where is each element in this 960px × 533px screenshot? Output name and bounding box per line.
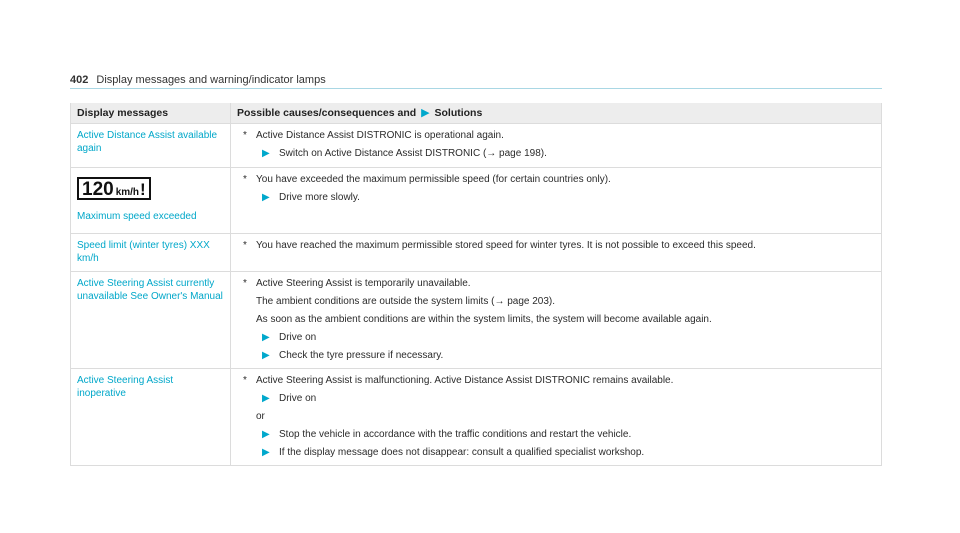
action-step: [237, 331, 875, 344]
display-message-text: Maximum speed exceeded: [77, 211, 197, 222]
page-header-title: Display messages and warning/indicator lamps: [96, 74, 326, 86]
column-header-prefix: Possible causes/consequences and: [237, 106, 417, 119]
cause-text: Active Steering Assist is temporarily unavailable.: [256, 278, 471, 289]
display-message-text: Speed limit (winter tyres) XXX km/h: [77, 240, 210, 264]
footnote-marker: *: [243, 130, 247, 141]
action-text: Stop the vehicle in accordance with the traffic conditions and restart the vehicle.: [279, 429, 632, 440]
footnote-marker: *: [243, 240, 247, 251]
explanation-line: As soon as the ambient conditions are within the system limits, the system will become available again.: [256, 314, 712, 325]
page-number: 402: [70, 74, 89, 86]
page-header: [70, 73, 882, 89]
action-text: Drive more slowly.: [279, 192, 360, 203]
cause-text: You have exceeded the maximum permissible speed (for certain countries only).: [256, 174, 611, 185]
action-text: Drive on: [279, 393, 317, 404]
cause-line: [237, 239, 875, 252]
speed-sign-unit: km/h: [115, 187, 140, 198]
action-text: If the display message does not disappear: consult a qualified specialist workshop.: [279, 447, 645, 458]
action-text: Check the tyre pressure if necessary.: [279, 350, 444, 361]
causes-solutions-cell: [231, 369, 882, 466]
explanation-line: The ambient conditions are outside the system limits (→ page 203).: [256, 296, 556, 307]
play-arrow-icon: ▶: [421, 106, 430, 119]
table-row: [71, 234, 882, 272]
footnote-marker: *: [243, 278, 247, 289]
action-step: [237, 191, 875, 204]
display-message-cell: [71, 168, 231, 234]
play-arrow-icon: ▶: [262, 350, 270, 361]
speed-limit-sign-icon: [77, 177, 151, 200]
play-arrow-icon: ▶: [262, 447, 270, 458]
causes-solutions-cell: [231, 272, 882, 369]
play-arrow-icon: ▶: [262, 148, 270, 159]
cause-text: Active Distance Assist DISTRONIC is operational again.: [256, 130, 504, 141]
column-header-display-messages: Display messages: [71, 103, 231, 124]
display-message-cell: [71, 124, 231, 168]
causes-solutions-cell: [231, 124, 882, 168]
cause-line: [237, 129, 875, 142]
table-row: [71, 168, 882, 234]
action-text: Switch on Active Distance Assist DISTRONIC (→ page 198).: [279, 148, 547, 159]
action-step: [237, 428, 875, 441]
display-message-text: Active Steering Assist inoperative: [77, 375, 174, 399]
display-message-cell: [71, 272, 231, 369]
play-arrow-icon: ▶: [262, 192, 270, 203]
table-body: [71, 124, 882, 466]
display-message-text: Active Steering Assist currently unavailable See Owner's Manual: [77, 278, 223, 302]
play-arrow-icon: ▶: [262, 429, 270, 440]
table-row: [71, 369, 882, 466]
or-separator: or: [256, 411, 265, 422]
warning-exclamation-icon: !: [140, 180, 146, 199]
cause-line: [237, 277, 875, 290]
speed-sign-number: 120: [82, 179, 114, 200]
display-message-cell: [71, 234, 231, 272]
play-arrow-icon: ▶: [262, 393, 270, 404]
cause-line: [237, 173, 875, 186]
table-header-row: [71, 103, 882, 124]
footnote-marker: *: [243, 375, 247, 386]
table-row: [71, 124, 882, 168]
action-step: [237, 392, 875, 405]
display-messages-table: [70, 103, 882, 466]
cause-text: You have reached the maximum permissible stored speed for winter tyres. It is not possible to exceed this speed.: [256, 240, 756, 251]
causes-solutions-cell: [231, 234, 882, 272]
display-message-cell: [71, 369, 231, 466]
causes-solutions-cell: [231, 168, 882, 234]
display-message-text: Active Distance Assist available again: [77, 130, 218, 154]
column-header-solutions: [231, 103, 882, 124]
column-header-suffix: Solutions: [434, 106, 483, 119]
action-step: [237, 349, 875, 362]
footnote-marker: *: [243, 174, 247, 185]
action-step: [237, 147, 875, 160]
action-step: [237, 446, 875, 459]
cause-text: Active Steering Assist is malfunctioning. Active Distance Assist DISTRONIC remains available.: [256, 375, 674, 386]
cause-line: [237, 374, 875, 387]
play-arrow-icon: ▶: [262, 332, 270, 343]
table-row: [71, 272, 882, 369]
action-text: Drive on: [279, 332, 317, 343]
